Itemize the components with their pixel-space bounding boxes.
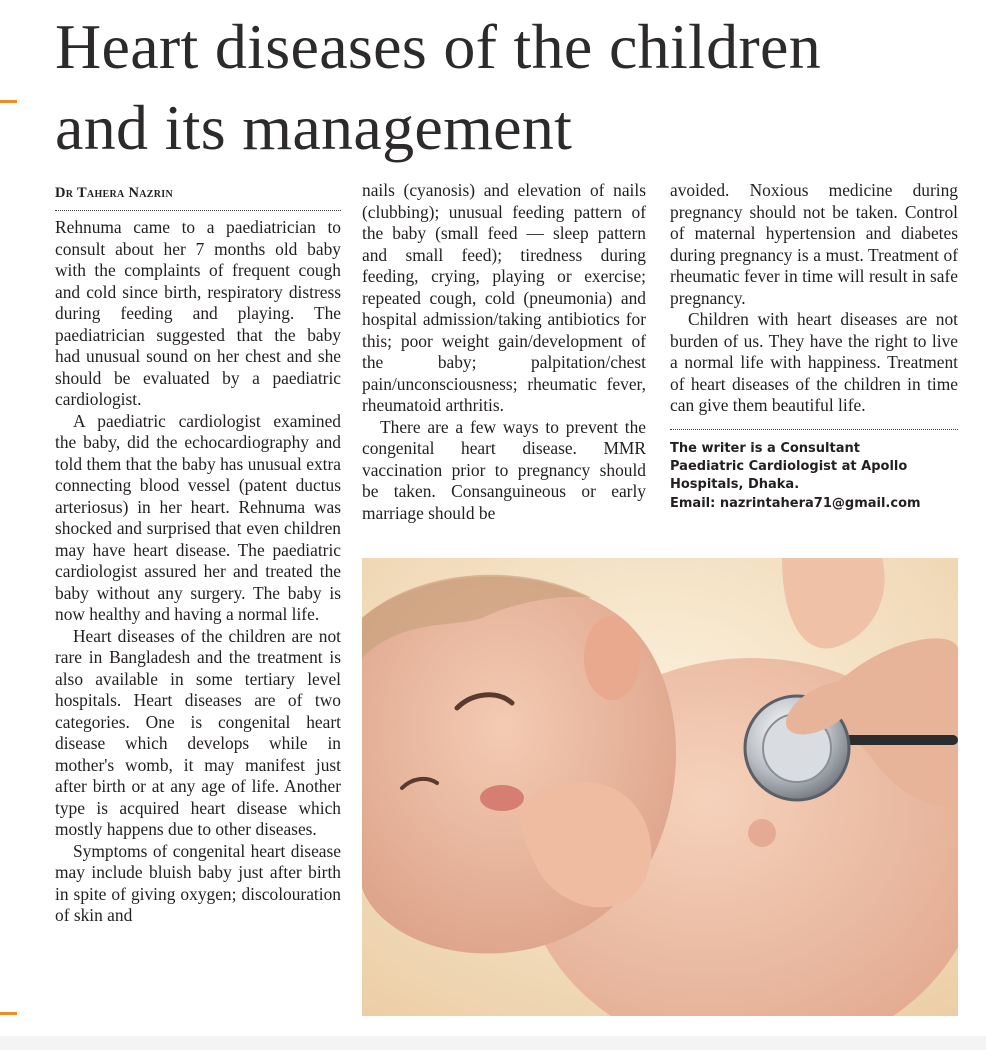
article-paragraph: A paediatric cardiologist examined the baby, did the echocardiography and told them that the baby has unusual extra connecting blood vessel (patent ductus arteriosus) in her heart. Rehnuma was shocked and surprised that even children may have heart disease. The paediatric cardiologist assured her and treated the baby without any surgery. The baby is now healthy and having a normal life. <box>55 410 341 624</box>
baby-mouth <box>480 785 524 811</box>
article-paragraph: nails (cyanosis) and elevation of nails (clubbing); unusual feeding pattern of the baby (small feed — sleep pattern and small feed); tiredness during feeding, crying, playing or exercise; repeated cough, cold (pneumonia) and hospital admission/taking antibiotics for this; poor weight gain/development of the baby; palpitation/chest pain/unconsciousness; rheumatic fever, rheumatoid arthritis. <box>362 180 646 415</box>
baby-nipple <box>748 819 776 847</box>
baby-stethoscope-photo <box>362 558 958 1016</box>
author-byline <box>55 180 341 204</box>
article-paragraph: avoided. Noxious medicine during pregnancy should not be taken. Control of maternal hypertension and diabetes during pregnancy is a must. Treatment of rheumatic fever in time will result in safe pregnancy. <box>670 180 958 308</box>
orange-margin-mark-bottom <box>0 1012 17 1015</box>
baby-ear <box>584 616 640 700</box>
orange-margin-mark-top <box>0 100 17 103</box>
headline <box>55 6 980 168</box>
article-column-2 <box>362 180 646 524</box>
author-name: Dr Tahera Nazrin <box>55 185 173 201</box>
headline-line-1: Heart diseases of the children <box>55 11 822 82</box>
stethoscope-tube <box>832 735 958 745</box>
bio-line: Hospitals, Dhaka. <box>670 477 800 493</box>
bio-line: The writer is a Consultant <box>670 440 860 456</box>
byline-divider <box>55 210 341 211</box>
article-paragraph: Heart diseases of the children are not rare in Bangladesh and the treatment is also available in some tertiary level hospitals. Heart diseases are of two categories. One is congenital heart disease which develops while in mother's womb, it may manifest just after birth or at any age of life. Another type is acquired heart disease which mostly happens due to other diseases. <box>55 625 341 839</box>
headline-line-2: and its management <box>55 92 573 163</box>
article-paragraph: Rehnuma came to a paediatrician to consult about her 7 months old baby with the complaints of frequent cough and cold since birth, respiratory distress during feeding and playing. The paediatrician suggested that the baby had unusual sound on her chest and she should be evaluated by a paediatric cardiologist. <box>55 217 341 409</box>
article-column-3 <box>670 180 958 513</box>
author-bio <box>670 440 958 514</box>
bottom-band <box>0 1036 986 1050</box>
bio-divider <box>670 429 958 430</box>
article-column-1 <box>55 180 341 927</box>
article-paragraph: Symptoms of congenital heart disease may include bluish baby just after birth in spite of giving oxygen; discolouration of skin and <box>55 840 341 925</box>
article-paragraph: There are a few ways to prevent the congenital heart disease. MMR vaccination prior to pregnancy should be taken. Consanguineous or early marriage should be <box>362 416 646 523</box>
article-paragraph: Children with heart diseases are not burden of us. They have the right to live a normal life with happiness. Treatment of heart diseases of the children in time can give them beautiful life. <box>670 309 958 415</box>
bio-email: Email: nazrintahera71@gmail.com <box>670 495 921 511</box>
bio-line: Paediatric Cardiologist at Apollo <box>670 458 908 474</box>
